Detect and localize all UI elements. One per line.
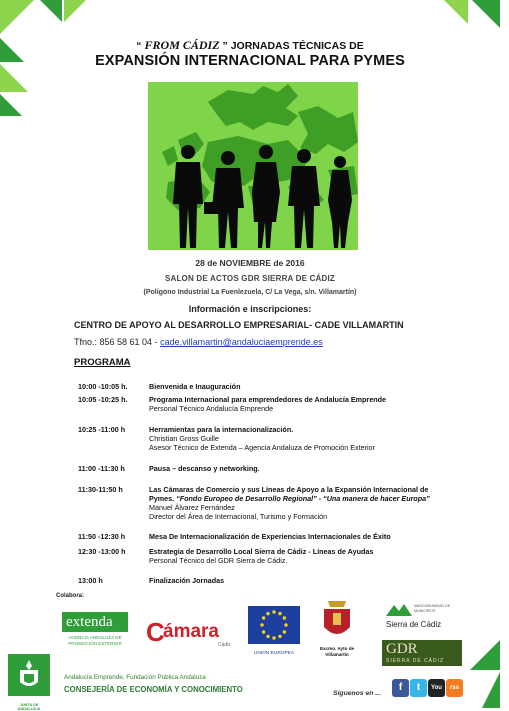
camara-cadiz-logo: C ámara Cádiz xyxy=(146,617,231,648)
program-time: 11:00 -11:30 h xyxy=(78,464,125,473)
event-venue: SALON DE ACTOS GDR SIERRA DE CÁDIZ xyxy=(164,274,336,283)
program-speaker-role: Asesor Técnico de Extenda – Agencia Andaluza de Promoción Exterior xyxy=(149,443,376,452)
mountain-icon xyxy=(386,602,412,616)
program-title: Mesa De Internacionalización de Experiencias Internacionales de Éxito xyxy=(149,532,391,541)
page-title: EXPANSIÓN INTERNACIONAL PARA PYMES xyxy=(95,53,405,69)
program-time: 11:50 -12:30 h xyxy=(78,532,126,541)
mancomunidad-sierra-logo: MANCOMUNIDAD DE MUNICIPIOS Sierra de Cádiz xyxy=(386,604,451,629)
youtube-icon[interactable]: You xyxy=(428,679,445,697)
program-title: Programa Internacional para emprendedores de Andalucía Emprende xyxy=(149,395,386,404)
program-title: Pausa – descanso y networking. xyxy=(149,464,260,473)
event-date: 28 de NOVIEMBRE de 2016 xyxy=(195,258,305,268)
program-title: Herramientas para la internacionalización. xyxy=(149,425,294,434)
rss-icon[interactable]: rss xyxy=(446,679,463,697)
phone-number: Tfno.: 856 58 61 04 - xyxy=(74,337,161,347)
footer-foundation: Andalucía Emprende, Fundación Pública Andaluza xyxy=(64,674,206,681)
hero-europe-map-businesspeople-image xyxy=(148,82,358,250)
program-speaker: Personal Técnico del GDR Sierra de Cádiz. xyxy=(149,556,288,565)
program-time: 10:00 -10:05 h. xyxy=(78,382,128,391)
twitter-icon[interactable]: t xyxy=(410,679,427,697)
europe-map-illustration xyxy=(148,82,358,250)
programa-heading: PROGRAMA xyxy=(74,357,131,368)
program-time: 11:30-11:50 h xyxy=(78,485,123,494)
event-address: (Polígono Industrial La Fuenlezuela, C/ La Vega, s/n. Villamartín) xyxy=(143,289,357,296)
ayto-villamartin-logo: Excmo. Ayto de Villamartín xyxy=(314,597,360,659)
title-from-cadiz: FROM CÁDIZ xyxy=(141,38,223,52)
coat-of-arms-icon xyxy=(314,597,360,641)
program-time: 10:05 -10:25 h. xyxy=(78,395,128,404)
program-speaker-role: Director del Área de Internacional, Turismo y Formación xyxy=(149,512,328,521)
junta-andalucia-logo: JUNTA DE ANDALUCIA xyxy=(8,654,50,706)
email-link[interactable]: cade.villamartin@andaluciaemprende.es xyxy=(160,337,323,347)
program-title: Bienvenida e Inauguración xyxy=(149,382,241,391)
program-speaker: Manuel Álvarez Fernández xyxy=(149,503,235,512)
program-time: 12:30 -13:00 h xyxy=(78,547,126,556)
contact-row xyxy=(74,337,323,347)
junta-emblem-icon xyxy=(8,654,50,696)
extenda-logo: extenda AGENCIA ANDALUZA DE PROMOCIÓN EXTERIOR xyxy=(62,612,128,652)
program-title: Estrategia de Desarrollo Local Sierra de Cádiz - Líneas de Ayudas xyxy=(149,547,374,556)
program-time: 13:00 h xyxy=(78,576,103,585)
program-speaker: Christian Gross Guille xyxy=(149,434,219,443)
gdr-sierra-logo: GDR SIERRA DE CÁDIZ xyxy=(382,640,462,666)
organizer-center: CENTRO DE APOYO AL DESARROLLO EMPRESARIAL- CADE VILLAMARTIN xyxy=(74,320,404,330)
siguenos-label: Síguenos en ... xyxy=(333,690,381,697)
facebook-icon[interactable]: f xyxy=(392,679,409,697)
title-subheading: “ FROM CÁDIZ ” JORNADAS TÉCNICAS DE xyxy=(136,38,364,52)
program-fund-motto: “Fondo Europeo de Desarrollo Regional” - “Una manera de hacer Europa” xyxy=(176,494,430,503)
program-title: Finalización Jornadas xyxy=(149,576,225,585)
eu-flag-icon xyxy=(248,606,300,644)
footer-consejeria: CONSEJERÍA DE ECONOMÍA Y CONOCIMIENTO xyxy=(64,685,243,694)
eu-logo: UNIÓN EUROPEA xyxy=(248,606,300,658)
program-title: Las Cámaras de Comercio y sus Líneas de Apoyo a la Expansión Internacional de xyxy=(149,485,429,494)
colabora-label: Colabora: xyxy=(56,593,85,599)
info-label: Información e inscripciones: xyxy=(188,304,312,314)
program-speaker: Personal Técnico Andalucía Emprende xyxy=(149,404,274,413)
program-time: 10:25 -11:00 h xyxy=(78,425,126,434)
